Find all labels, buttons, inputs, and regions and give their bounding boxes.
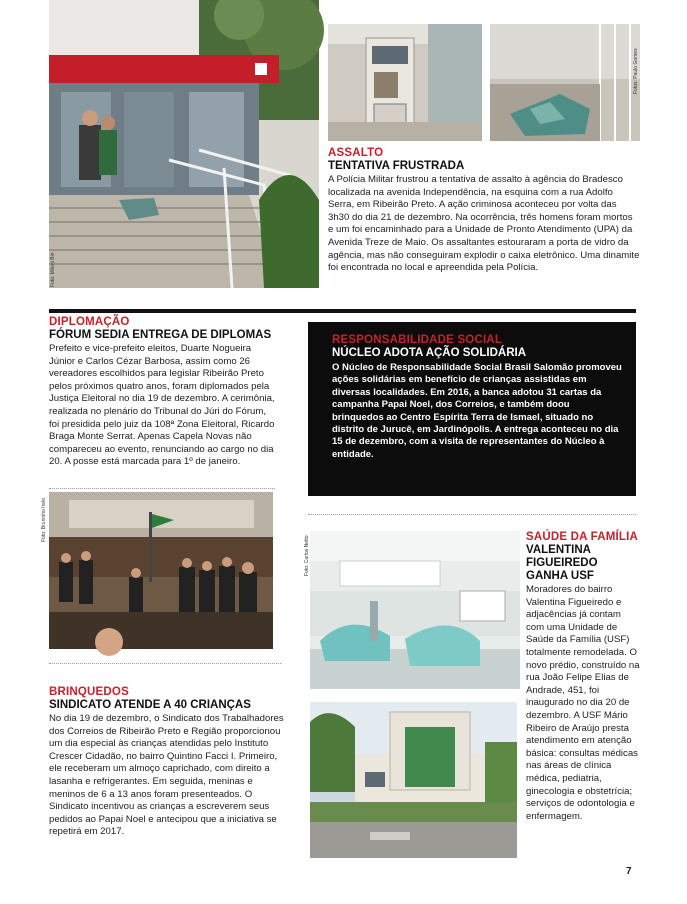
atm-photo-left [328,24,482,141]
dotted-divider [49,488,275,489]
article-saude [526,531,641,823]
article-assalto [328,147,640,275]
article-body: O Núcleo de Responsabilidade Social Brasil Salomão promoveu ações solidárias em benefício de crianças assistidas em diversas localidades. Em 2016, a banca adotou 31 cartas da campanha Papai Noel, dos Correios, e também doou brinquedos ao Centro Espírita Terra de Ismael, situado no distrito de Jurucê, em Jardinópolis. A entrega aconteceu no dia 15 de dezembro, com a visita de representantes do Núcleo à entidade. [332,362,622,460]
broken-glass-illustration [490,24,640,141]
article-body: No dia 19 de dezembro, o Sindicato dos Trabalhadores dos Correios de Ribeirão Preto e Região proporcionou um dia especial às crianças atendidas pelo Instituto Crescer Cidadão, no bairro Quintino Facci I. Primeiro, ele receberam um almoço caprichado, com direito a lasanha e refrigerantes. Em seguida, meninas e meninos de 6 a 13 anos foram presenteados. O Sindicato incentivou as crianças a escreverem seus pedidos ao Papai Noel e antecipou que a iniciativa se repetirá em 2017. [49,713,284,838]
article-headline: FÓRUM SEDIA ENTREGA DE DIPLOMAS [49,329,272,341]
atm-photo-right [490,24,640,141]
article-responsabilidade-box [308,322,636,496]
section-kicker: RESPONSABILIDADE SOCIAL [332,334,503,346]
photo-credit: Fotos: Paulo Gomes [633,48,639,94]
section-kicker: SAÚDE DA FAMÍLIA [526,531,639,543]
article-brinquedos [49,686,285,839]
dotted-divider [308,514,636,515]
bank-entrance-photo [49,0,319,288]
section-divider [49,309,636,313]
dotted-divider [49,663,281,664]
page-number: 7 [626,866,632,877]
usf-building-illustration [310,702,517,858]
section-kicker: BRINQUEDOS [49,686,129,698]
bank-entrance-illustration [49,0,319,288]
dental-room-photo [304,531,520,689]
article-body: A Polícia Militar frustrou a tentativa de assalto à agência do Bradesco localizada na avenida Independência, na esquina com a rua Adolfo Serra, em Ribeirão Preto. A ação criminosa aconteceu por volta das 3h30 do dia 21 de dezembro. Na ocorrência, três homens foram mortos e um foi encaminhado para a Unidade de Pronto Atendimento (UPA) da Avenida Treze de Maio. Os assaltantes estouraram a porta de vidro da agência, mas não conseguiram explodir o caixa eletrônico. Uma dinamite foi encontrada no local e apreendida pela Polícia. [328,174,640,274]
photo-credit: Foto: Bruninho Irelo [41,498,47,542]
atm-illustration [328,24,482,141]
article-headline: SINDICATO ATENDE A 40 CRIANÇAS [49,699,251,711]
article-diplomacao [49,316,275,469]
section-kicker: ASSALTO [328,147,384,159]
dental-room-illustration [310,531,520,689]
section-kicker: DIPLOMAÇÃO [49,316,130,328]
article-body: Moradores do bairro Valentina Figueiredo e adjacências já contam com uma Unidade de Saúde da Família (USF) totalmente remodelada. O novo prédio, construído na rua João Felipe Elias de Andrade, 451, foi inaugurado no dia 20 de dezembro. A USF Mário Ribeiro de Araújo presta atendimento em atenção básica: consultas médicas nas áreas de clínica médica, pediatria, ginecologia e obstetrícia; serviços de odontologia e enfermagem. [526,584,640,822]
article-headline: VALENTINA FIGUEIREDO GANHA USF [526,544,598,582]
article-body: Prefeito e vice-prefeito eleitos, Duarte Nogueira Júnior e Carlos Cézar Barbosa, assim como 26 vereadores escolhidos para legislar Ribeirão Preto pelos próximos quatro anos, foram diplomados pela Justiça Eleitoral no dia 19 de dezembro. A cerimônia, realizada no plenário do Tribunal do Júri do Fórum, foi presidida pelo juiz da 108ª Zona Eleitoral, Ricardo Braga Monte Serrat. Apenas Capela Novas não compareceu ao evento, renunciando ao cargo no dia 20. A posse está marcada para 1º de janeiro. [49,343,275,468]
usf-building-photo [310,702,517,858]
article-headline: NÚCLEO ADOTA AÇÃO SOLIDÁRIA [332,347,527,359]
photo-credit: Foto: Mileni Bin [50,252,56,287]
photo-credit: Foto: Carlos Netto [304,535,310,576]
ceremony-photo [41,492,273,649]
ceremony-illustration [49,492,273,649]
article-headline: TENTATIVA FRUSTRADA [328,160,465,172]
